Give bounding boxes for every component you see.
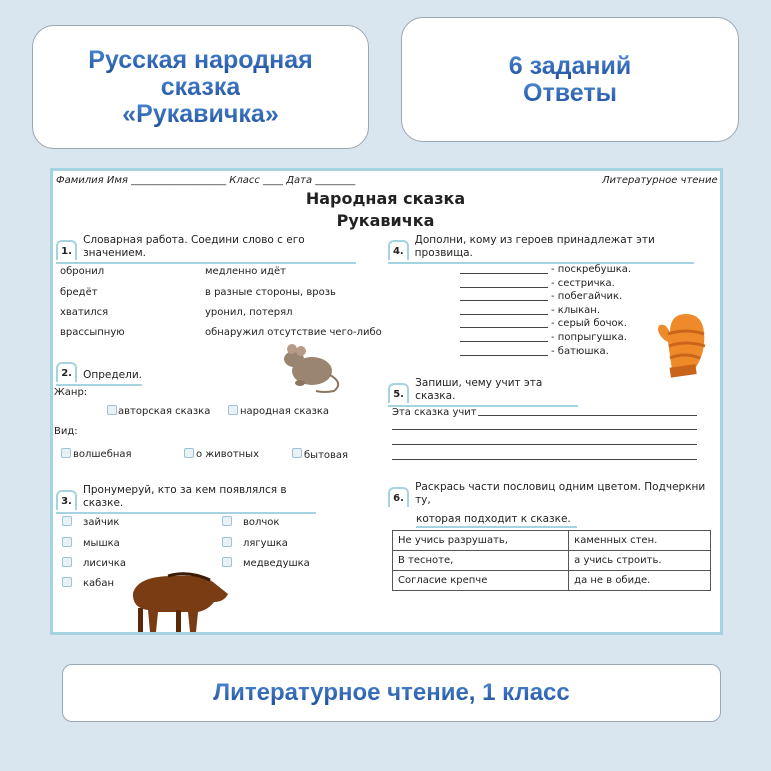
task-number: 4. [388, 240, 409, 260]
proverb-part[interactable]: В тесноте, [393, 551, 569, 571]
nickname: - попрыгушка. [551, 332, 627, 343]
worksheet-title: Народная сказка [305, 189, 466, 208]
task-number: 6. [388, 487, 409, 507]
checkbox[interactable] [62, 557, 72, 567]
task-text: Дополни, кому из героев принадлежат эти прозвища. [414, 234, 655, 259]
task-2-header [56, 362, 142, 386]
meaning: в разные стороны, врозь [205, 287, 336, 298]
nickname: - поскребушка. [551, 264, 632, 275]
kind-option: волшебная [73, 449, 132, 460]
answer-line[interactable] [392, 444, 697, 445]
kind-option: бытовая [304, 450, 349, 461]
nickname-blank[interactable] [460, 341, 548, 342]
nickname: - сестричка. [551, 277, 615, 289]
task-5-header [388, 377, 578, 407]
title-line: «Рукавичка» [122, 99, 279, 128]
character: зайчик [83, 517, 120, 528]
task-4-header [388, 234, 694, 264]
character: лягушка [243, 538, 288, 549]
nickname: - побегайчик. [551, 291, 623, 303]
checkbox[interactable] [61, 448, 71, 458]
nickname-blank[interactable] [460, 327, 548, 328]
task-text: Словарная работа. Соедини слово с его значением. [83, 234, 305, 259]
meaning: обнаружил отсутствие чего-либо [205, 327, 382, 338]
genre-label: Жанр: [54, 387, 88, 398]
kind-option: о животных [196, 449, 259, 460]
answer-line[interactable] [392, 429, 697, 430]
subject-grade: Литературное чтение, 1 класс [213, 679, 570, 707]
task-text-cont: которая подходит к сказке. [416, 513, 577, 528]
nickname: - клыкан. [551, 304, 600, 316]
boar-illustration [128, 568, 233, 634]
nickname-blank[interactable] [460, 287, 548, 288]
info-card [401, 17, 739, 142]
task-3-header [56, 484, 316, 514]
footer-card [62, 664, 721, 722]
table-row [393, 551, 711, 571]
character: кабан [83, 578, 115, 589]
nickname-blank[interactable] [460, 314, 548, 315]
genre-option: авторская сказка [118, 406, 211, 417]
table-row [393, 571, 711, 591]
checkbox[interactable] [292, 448, 302, 458]
proverb-part[interactable]: Не учись разрушать, [393, 531, 569, 551]
checkbox[interactable] [222, 557, 232, 567]
word: врассыпную [60, 327, 125, 338]
mitten-illustration [654, 310, 708, 378]
character: лисичка [83, 558, 126, 569]
word: хватился [60, 307, 109, 318]
table-row [393, 531, 711, 551]
checkbox[interactable] [184, 448, 194, 458]
nickname-blank[interactable] [460, 355, 548, 356]
task-1-header [56, 234, 356, 264]
checkbox[interactable] [62, 516, 72, 526]
task-text: Пронумеруй, кто за кем появлялся в сказке. [82, 484, 287, 509]
task-count: 6 заданий [508, 51, 632, 80]
checkbox[interactable] [107, 405, 117, 415]
task-number: 5. [388, 383, 409, 403]
answers-label: Ответы [523, 78, 617, 107]
task-6-header [388, 481, 708, 528]
task-text: Раскрась части пословиц одним цветом. Подчеркни ту, [415, 481, 706, 506]
word: обронил [60, 266, 105, 277]
word: бредёт [60, 287, 98, 298]
checkbox[interactable] [222, 516, 232, 526]
checkbox[interactable] [222, 537, 232, 547]
task-text: Определи. [83, 369, 142, 381]
nickname-blank[interactable] [460, 300, 548, 301]
title-line: сказка [160, 72, 241, 101]
proverb-part[interactable]: да не в обиде. [569, 571, 711, 591]
mouse-illustration [278, 343, 348, 395]
character: волчок [243, 517, 280, 528]
character: мышка [83, 538, 120, 549]
task-number: 1. [56, 240, 77, 260]
answer-line[interactable] [392, 459, 697, 460]
nickname: - батюшка. [551, 345, 609, 357]
character: медведушка [243, 558, 310, 569]
task-number: 2. [56, 362, 77, 382]
meaning: уронил, потерял [205, 307, 293, 318]
checkbox[interactable] [228, 405, 238, 415]
worksheet-subtitle: Рукавичка [336, 211, 435, 230]
title-card [32, 25, 369, 149]
student-info-line: Фамилия Имя ___________________ Класс ____ Дата ________ [56, 175, 356, 186]
meaning: медленно идёт [205, 266, 286, 277]
subject-label: Литературное чтение [602, 175, 718, 186]
checkbox[interactable] [62, 537, 72, 547]
nickname-blank[interactable] [460, 273, 548, 274]
kind-label: Вид: [54, 426, 78, 437]
genre-option: народная сказка [240, 406, 330, 417]
answer-line[interactable] [478, 415, 697, 416]
checkbox[interactable] [62, 577, 72, 587]
proverb-part[interactable]: Согласие крепче [393, 571, 569, 591]
task-number: 3. [56, 490, 77, 510]
proverb-part[interactable]: а учись строить. [569, 551, 711, 571]
proverbs-table [392, 530, 711, 591]
answer-prompt: Эта сказка учит [392, 407, 477, 418]
proverb-part[interactable]: каменных стен. [569, 531, 711, 551]
nickname: - серый бочок. [551, 318, 627, 330]
title-line: Русская народная [88, 45, 313, 74]
task-text: Запиши, чему учит эта сказка. [415, 377, 543, 402]
